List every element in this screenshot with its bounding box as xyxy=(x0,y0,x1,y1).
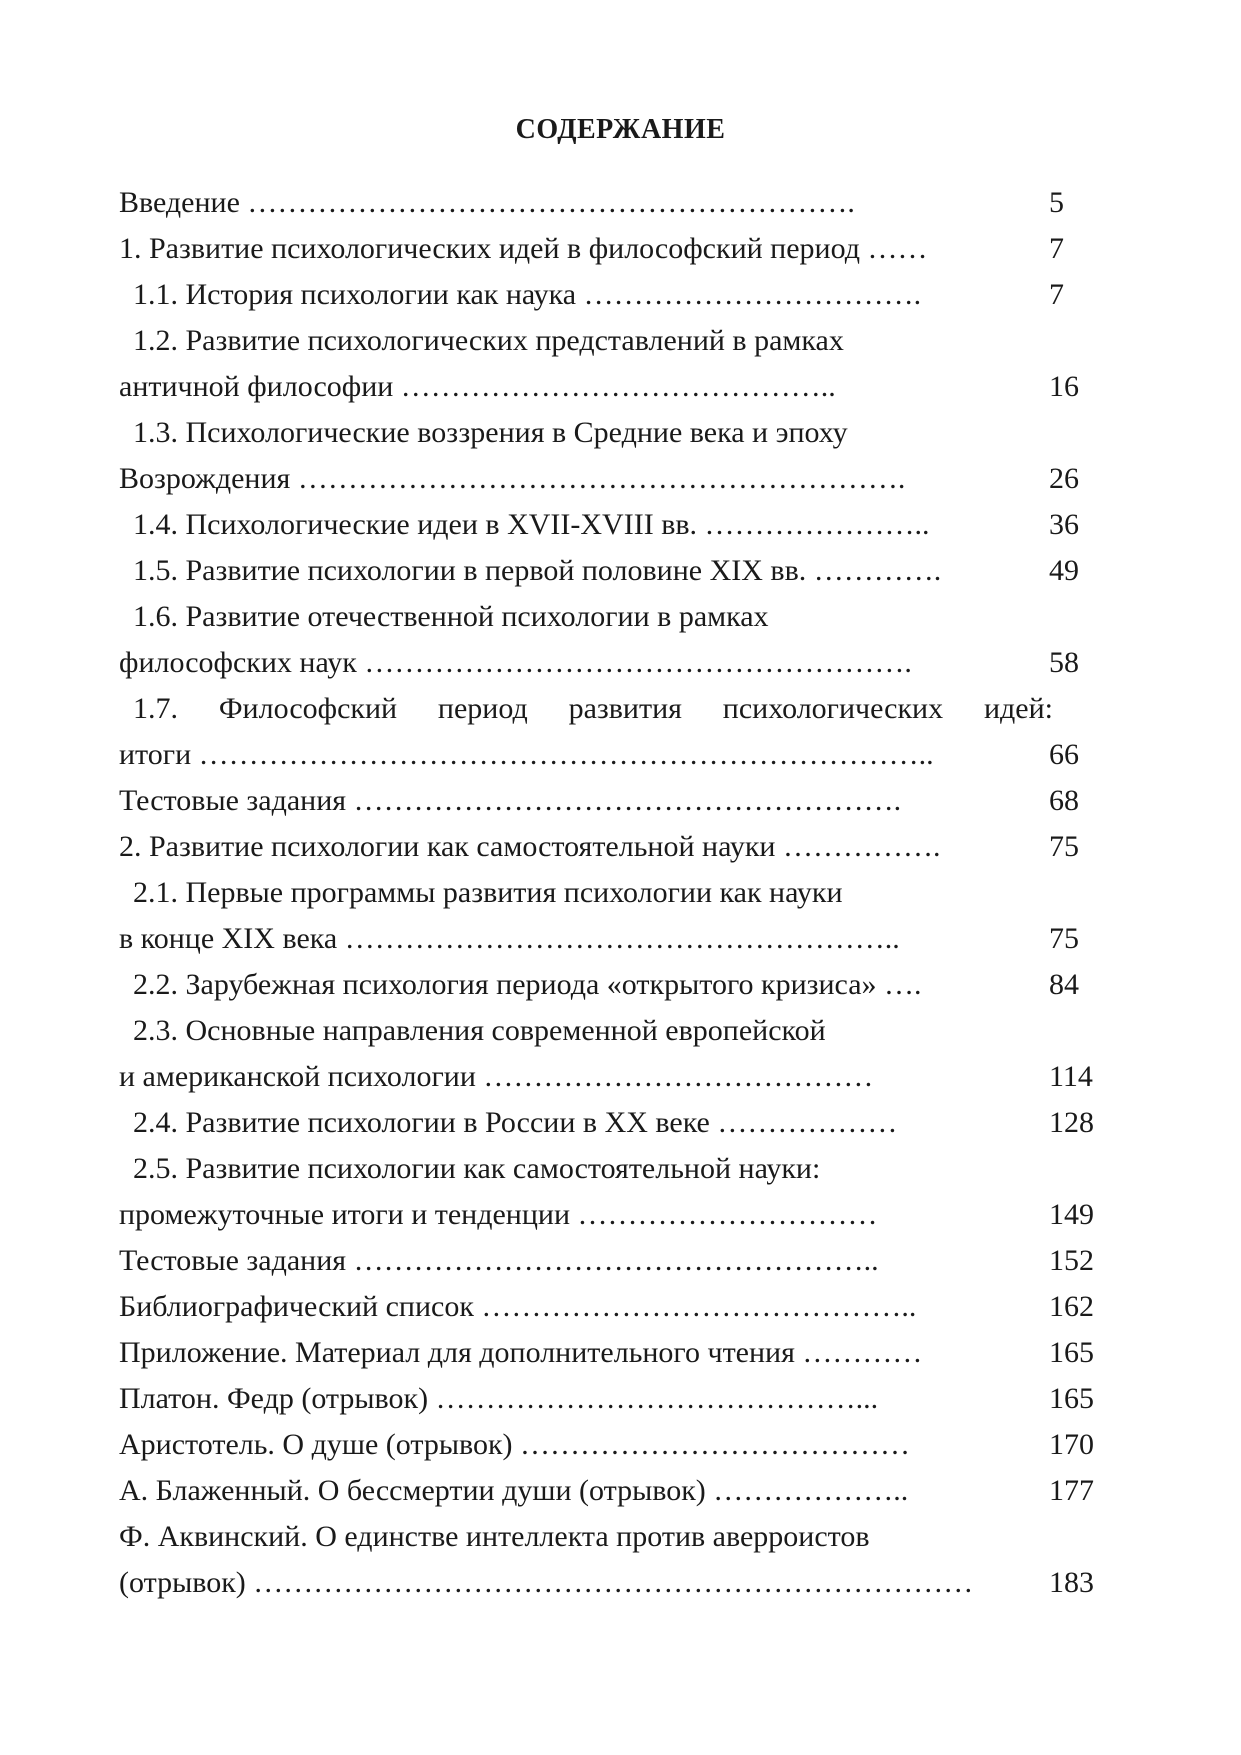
toc-line xyxy=(119,226,1119,272)
toc-entry-text: 1.3. Психологические воззрения в Средние века и эпоху xyxy=(133,416,848,449)
toc-entry-text: 1. Развитие психологических идей в философский период …… xyxy=(119,232,928,265)
toc-line xyxy=(119,502,1119,548)
toc-page-number: 128 xyxy=(1049,1106,1094,1139)
toc-page-number: 16 xyxy=(1049,370,1079,403)
toc-entry-text: 1.7. Философский период развития психологических идей: xyxy=(133,692,1053,725)
toc-line xyxy=(119,1100,1119,1146)
toc-line xyxy=(119,732,1119,778)
toc-line xyxy=(119,1560,1119,1606)
toc-page-number: 165 xyxy=(1049,1336,1094,1369)
toc-line xyxy=(119,1330,1119,1376)
page-title: СОДЕРЖАНИЕ xyxy=(515,114,726,145)
toc-entry-text: 1.2. Развитие психологических представлений в рамках xyxy=(133,324,844,357)
toc-page-number: 58 xyxy=(1049,646,1079,679)
toc-page-number: 7 xyxy=(1049,278,1064,311)
toc-line xyxy=(119,962,1119,1008)
toc-entry-text: 2.3. Основные направления современной европейской xyxy=(133,1014,826,1047)
toc-line xyxy=(119,272,1119,318)
toc-line xyxy=(119,1422,1119,1468)
toc-line xyxy=(119,1054,1119,1100)
toc-page-number: 5 xyxy=(1049,186,1064,219)
toc-line xyxy=(119,180,1119,226)
toc-page-number: 49 xyxy=(1049,554,1079,587)
toc-line xyxy=(119,824,1119,870)
toc-entry-text: Введение ……………………………………………………. xyxy=(119,186,855,219)
toc-entry-text: Ф. Аквинский. О единстве интеллекта против аверроистов xyxy=(119,1520,870,1553)
toc-entry-text: 2. Развитие психологии как самостоятельной науки ……………. xyxy=(119,830,941,863)
toc-line xyxy=(119,410,1119,456)
toc-line xyxy=(119,1468,1119,1514)
toc-page-number: 26 xyxy=(1049,462,1079,495)
toc-entry-text: Тестовые задания …………………………………………….. xyxy=(119,1244,879,1277)
toc-line xyxy=(119,594,1119,640)
toc-entry-text: Библиографический список …………………………………….. xyxy=(119,1290,917,1323)
toc-line xyxy=(119,686,1119,732)
toc-page-number: 165 xyxy=(1049,1382,1094,1415)
toc-entry-text: итоги ……………………………………………………………….. xyxy=(119,738,934,771)
toc-line xyxy=(119,1284,1119,1330)
toc-line xyxy=(119,1376,1119,1422)
toc-entry-text: Аристотель. О душе (отрывок) ………………………………… xyxy=(119,1428,911,1461)
toc-line xyxy=(119,1192,1119,1238)
toc-entry-text: 2.5. Развитие психологии как самостоятельной науки: xyxy=(133,1152,821,1185)
toc-page-number: 7 xyxy=(1049,232,1064,265)
toc-entry-text: Платон. Федр (отрывок) ……………………………………... xyxy=(119,1382,879,1415)
toc-entry-text: Возрождения ……………………………………………………. xyxy=(119,462,906,495)
toc-page-number: 162 xyxy=(1049,1290,1094,1323)
toc-entry-text: 2.1. Первые программы развития психологии как науки xyxy=(133,876,843,909)
toc-entry-text: А. Блаженный. О бессмертии души (отрывок) ……………….. xyxy=(119,1474,909,1507)
toc-entry-text: промежуточные итоги и тенденции ………………………… xyxy=(119,1198,878,1231)
toc-line xyxy=(119,870,1119,916)
toc-entry-text: античной философии …………………………………….. xyxy=(119,370,836,403)
toc-entry-text: 1.5. Развитие психологии в первой половине XIX вв. …………. xyxy=(133,554,942,587)
toc-line xyxy=(119,916,1119,962)
toc-line xyxy=(119,1008,1119,1054)
toc-entry-text: 2.4. Развитие психологии в России в XX веке ……………… xyxy=(133,1106,898,1139)
toc-page-number: 114 xyxy=(1049,1060,1093,1093)
toc-entry-text: в конце XIX века ……………………………………………….. xyxy=(119,922,900,955)
toc-line xyxy=(119,1238,1119,1284)
toc-page-number: 36 xyxy=(1049,508,1079,541)
toc-entry-text: 2.2. Зарубежная психология периода «открытого кризиса» …. xyxy=(133,968,922,1001)
toc-entry-text: 1.4. Психологические идеи в XVII-XVIII вв. ………………….. xyxy=(133,508,930,541)
toc-entry-text: философских наук ………………………………………………. xyxy=(119,646,912,679)
toc-page-number: 84 xyxy=(1049,968,1079,1001)
toc-line xyxy=(119,1146,1119,1192)
toc-line xyxy=(119,456,1119,502)
toc-entry-text: 1.1. История психологии как наука ……………………………. xyxy=(133,278,922,311)
toc-page-number: 68 xyxy=(1049,784,1079,817)
toc-entry-text: Приложение. Материал для дополнительного чтения ………… xyxy=(119,1336,923,1369)
toc-line xyxy=(119,318,1119,364)
toc-entry-text: Тестовые задания ………………………………………………. xyxy=(119,784,902,817)
toc-entry-text: и американской психологии ………………………………… xyxy=(119,1060,874,1093)
toc-page-number: 75 xyxy=(1049,922,1079,955)
toc-page-number: 170 xyxy=(1049,1428,1094,1461)
toc-page-number: 177 xyxy=(1049,1474,1094,1507)
toc-line xyxy=(119,364,1119,410)
toc-entry-text: 1.6. Развитие отечественной психологии в рамках xyxy=(133,600,769,633)
table-of-contents xyxy=(119,180,1119,1606)
toc-entry-text: (отрывок) ……………………………………………………………… xyxy=(119,1566,974,1599)
toc-page-number: 75 xyxy=(1049,830,1079,863)
toc-line xyxy=(119,778,1119,824)
toc-page-number: 183 xyxy=(1049,1566,1094,1599)
toc-line xyxy=(119,640,1119,686)
toc-line xyxy=(119,548,1119,594)
toc-page-number: 149 xyxy=(1049,1198,1094,1231)
toc-line xyxy=(119,1514,1119,1560)
toc-page-number: 66 xyxy=(1049,738,1079,771)
toc-page-number: 152 xyxy=(1049,1244,1094,1277)
